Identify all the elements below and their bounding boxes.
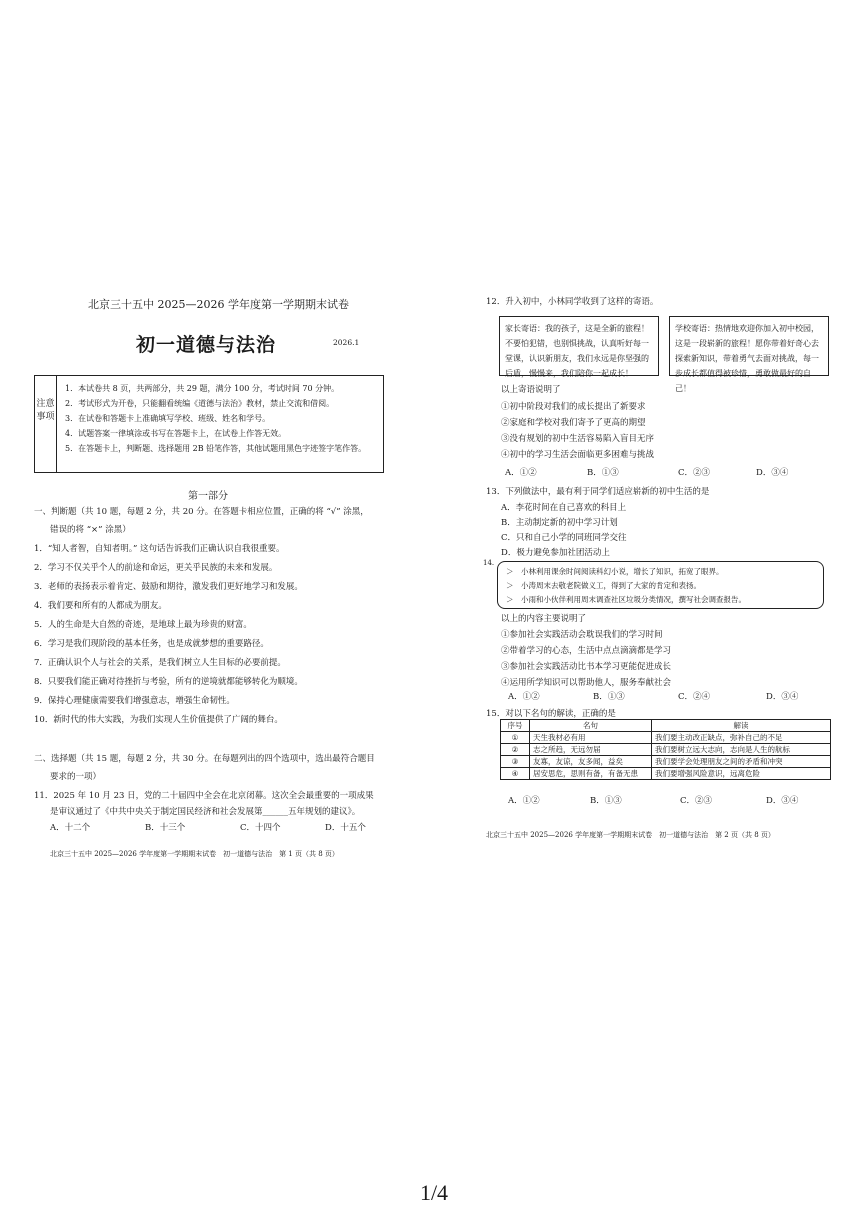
table-row (501, 744, 831, 756)
subject-title: 初一道德与法治 (136, 334, 277, 356)
q15-option: B．①③ (590, 796, 622, 806)
judgement-item: 10．新时代的伟大实践，为我们实现人生价值提供了广阔的舞台。 (34, 715, 283, 725)
q15-table (500, 719, 831, 780)
section1-heading: 一、判断题（共 10 题，每题 2 分，共 20 分。在答题卡相应位置，正确的将 “√” 涂黑， (34, 507, 369, 517)
q15-option: A．①② (508, 796, 540, 806)
column-header: 序号 (501, 720, 530, 732)
table-cell: 友寡，友谅，友多闻，益矣 (530, 756, 652, 768)
table-cell: ② (501, 744, 530, 756)
q12-item: ③没有规划的初中生活容易陷入盲目无序 (501, 434, 655, 444)
q15-stem: 15．对以下名句的解读，正确的是 (486, 709, 616, 719)
q12-stem: 12．升入初中，小林同学收到了这样的寄语。 (486, 297, 659, 307)
q11-option: B．十三个 (145, 823, 186, 833)
notice-item: 2．考试形式为开卷，只能翻看统编《道德与法治》教材，禁止交流和借阅。 (65, 399, 335, 408)
q14-scenario-box (497, 561, 824, 609)
q13-option: B．主动制定新的初中学习计划 (501, 518, 618, 528)
table-cell: 我们要树立远大志向，志向是人生的航标 (652, 744, 831, 756)
q12-item: ②家庭和学校对我们寄予了更高的期望 (501, 418, 646, 428)
column-header: 名句 (530, 720, 652, 732)
notice-item: 3．在试卷和答题卡上准确填写学校、班级、姓名和学号。 (65, 414, 271, 423)
judgement-item: 6．学习是我们现阶段的基本任务，也是成就梦想的重要路径。 (34, 639, 269, 649)
table-cell: ③ (501, 756, 530, 768)
q14-item: ①参加社会实践活动会耽误我们的学习时间 (501, 630, 663, 640)
table-cell: 天生我材必有用 (530, 732, 652, 744)
judgement-item: 5．人的生命是大自然的奇迹，是地球上最为珍贵的财富。 (34, 620, 252, 630)
q11-option: A．十二个 (50, 823, 91, 833)
q14-option: A．①② (508, 692, 540, 702)
judgement-item: 3．老师的表扬表示着肯定、鼓励和期待，激发我们更好地学习和发展。 (34, 582, 303, 592)
q14-lead: 以上的内容主要说明了 (501, 614, 587, 624)
q14-option: B．①③ (593, 692, 625, 702)
judgement-item: 8．只要我们能正确对待挫折与考验，所有的逆境就都能够转化为顺境。 (34, 677, 303, 687)
q14-number: 14. (483, 559, 495, 567)
q11-stem: 11．2025 年 10 月 23 日，党的二十届四中全会在北京闭幕。这次全会最重要的一项成果 (34, 791, 374, 801)
section1-heading-cont: 错误的将 “×” 涂黑） (50, 525, 131, 535)
judgement-item: 7．正确认识个人与社会的关系，是我们树立人生目标的必要前提。 (34, 658, 286, 668)
q14-option: C．②④ (678, 692, 711, 702)
q13-option: A．李花时间在自己喜欢的科目上 (501, 503, 627, 513)
q13-option: C．只和自己小学的同班同学交往 (501, 533, 627, 543)
school-title: 北京三十五中 2025—2026 学年度第一学期期末试卷 (88, 298, 349, 311)
table-cell: ④ (501, 768, 530, 780)
table-row (501, 756, 831, 768)
column-header: 解读 (652, 720, 831, 732)
q14-scenario: ＞ 小林利用课余时间阅读科幻小说，增长了知识，拓宽了眼界。 (506, 567, 724, 576)
q12-option: B．①③ (587, 468, 619, 478)
section2-heading-cont: 要求的一项） (50, 772, 102, 782)
q14-scenario: ＞ 小雨和小伙伴利用周末调查社区垃圾分类情况，撰写社会调查报告。 (506, 595, 746, 604)
page-footer: 北京三十五中 2025—2026 学年度第一学期期末试卷 初一道德与法治 第 1 页（共 8 页） (50, 850, 339, 858)
notice-label: 注意事项 (35, 376, 57, 472)
q12-option: A．①② (505, 468, 537, 478)
table-row (501, 732, 831, 744)
table-cell: 志之所趋，无远勿届 (530, 744, 652, 756)
table-row (501, 768, 831, 780)
table-cell: 我们要学会处理朋友之间的矛盾和冲突 (652, 756, 831, 768)
page-number: 1/4 (419, 1180, 449, 1205)
q14-item: ②带着学习的心态，生活中点点滴滴都是学习 (501, 646, 672, 656)
q15-option: D．③④ (766, 796, 799, 806)
judgement-item: 1．“知人者智，自知者明。” 这句话告诉我们正确认识自我很重要。 (34, 544, 285, 554)
q11-option: C．十四个 (240, 823, 281, 833)
notice-box (34, 375, 384, 473)
exam-date: 2026.1 (333, 338, 360, 347)
q14-item: ④运用所学知识可以帮助他人，服务奉献社会 (501, 678, 672, 688)
table-header-row (501, 720, 831, 732)
q13-stem: 13．下列做法中，最有利于同学们适应崭新的初中生活的是 (486, 487, 710, 497)
table-cell: 我们要增强风险意识，远离危险 (652, 768, 831, 780)
q12-option: C．②③ (678, 468, 711, 478)
q13-option: D．极力避免参加社团活动上 (501, 548, 610, 558)
q11-option: D．十五个 (325, 823, 366, 833)
q14-item: ③参加社会实践活动比书本学习更能促进成长 (501, 662, 672, 672)
q12-option: D．③④ (756, 468, 789, 478)
school-message-box: 学校寄语：热情地欢迎你加入初中校园，这是一段崭新的旅程！愿你带着好奇心去探索新知识，带着勇气去面对挑战，每一步成长都值得被珍惜，勇敢做最好的自己！ (669, 316, 829, 376)
q12-item: ①初中阶段对我们的成长提出了新要求 (501, 402, 646, 412)
judgement-item: 2．学习不仅关乎个人的前途和命运，更关乎民族的未来和发展。 (34, 563, 278, 573)
q14-option: D．③④ (766, 692, 799, 702)
judgement-item: 4．我们要和所有的人都成为朋友。 (34, 601, 167, 611)
page-footer: 北京三十五中 2025—2026 学年度第一学期期末试卷 初一道德与法治 第 2 页（共 8 页） (486, 831, 775, 839)
table-cell: ① (501, 732, 530, 744)
q12-item: ④初中的学习生活会面临更多困难与挑战 (501, 450, 655, 460)
section2-heading: 二、选择题（共 15 题，每题 2 分，共 30 分。在每题列出的四个选项中，选出最符合题目 (34, 754, 375, 764)
part-title: 第一部分 (188, 491, 228, 502)
table-cell: 居安思危，思则有备，有备无患 (530, 768, 652, 780)
parent-message-box: 家长寄语：我的孩子，这是全新的旅程！不要怕犯错，也别惧挑战，认真听好每一堂课，认识新朋友，我们永远是你坚强的后盾，慢慢来，我们陪你一起成长！ (499, 316, 659, 376)
notice-item: 5．在答题卡上，判断题、选择题用 2B 铅笔作答，其他试题用黑色字迹签字笔作答。 (65, 444, 367, 453)
notice-item: 1．本试卷共 8 页，共两部分，共 29 题，满分 100 分，考试时间 70 分钟。 (65, 384, 340, 393)
q11-stem-cont: 是审议通过了《中共中央关于制定国民经济和社会发展第______五年规划的建议》。 (50, 807, 361, 817)
q15-option: C．②③ (680, 796, 713, 806)
q12-lead: 以上寄语说明了 (501, 385, 561, 395)
judgement-item: 9．保持心理健康需要我们增强意志，增强生命韧性。 (34, 696, 235, 706)
q14-scenario: ＞ 小涛周末去敬老院做义工，得到了大家的肯定和表扬。 (506, 581, 701, 590)
table-cell: 我们要主动改正缺点，弥补自己的不足 (652, 732, 831, 744)
notice-item: 4．试题答案一律填涂或书写在答题卡上，在试卷上作答无效。 (65, 429, 287, 438)
notice-items (65, 381, 366, 456)
